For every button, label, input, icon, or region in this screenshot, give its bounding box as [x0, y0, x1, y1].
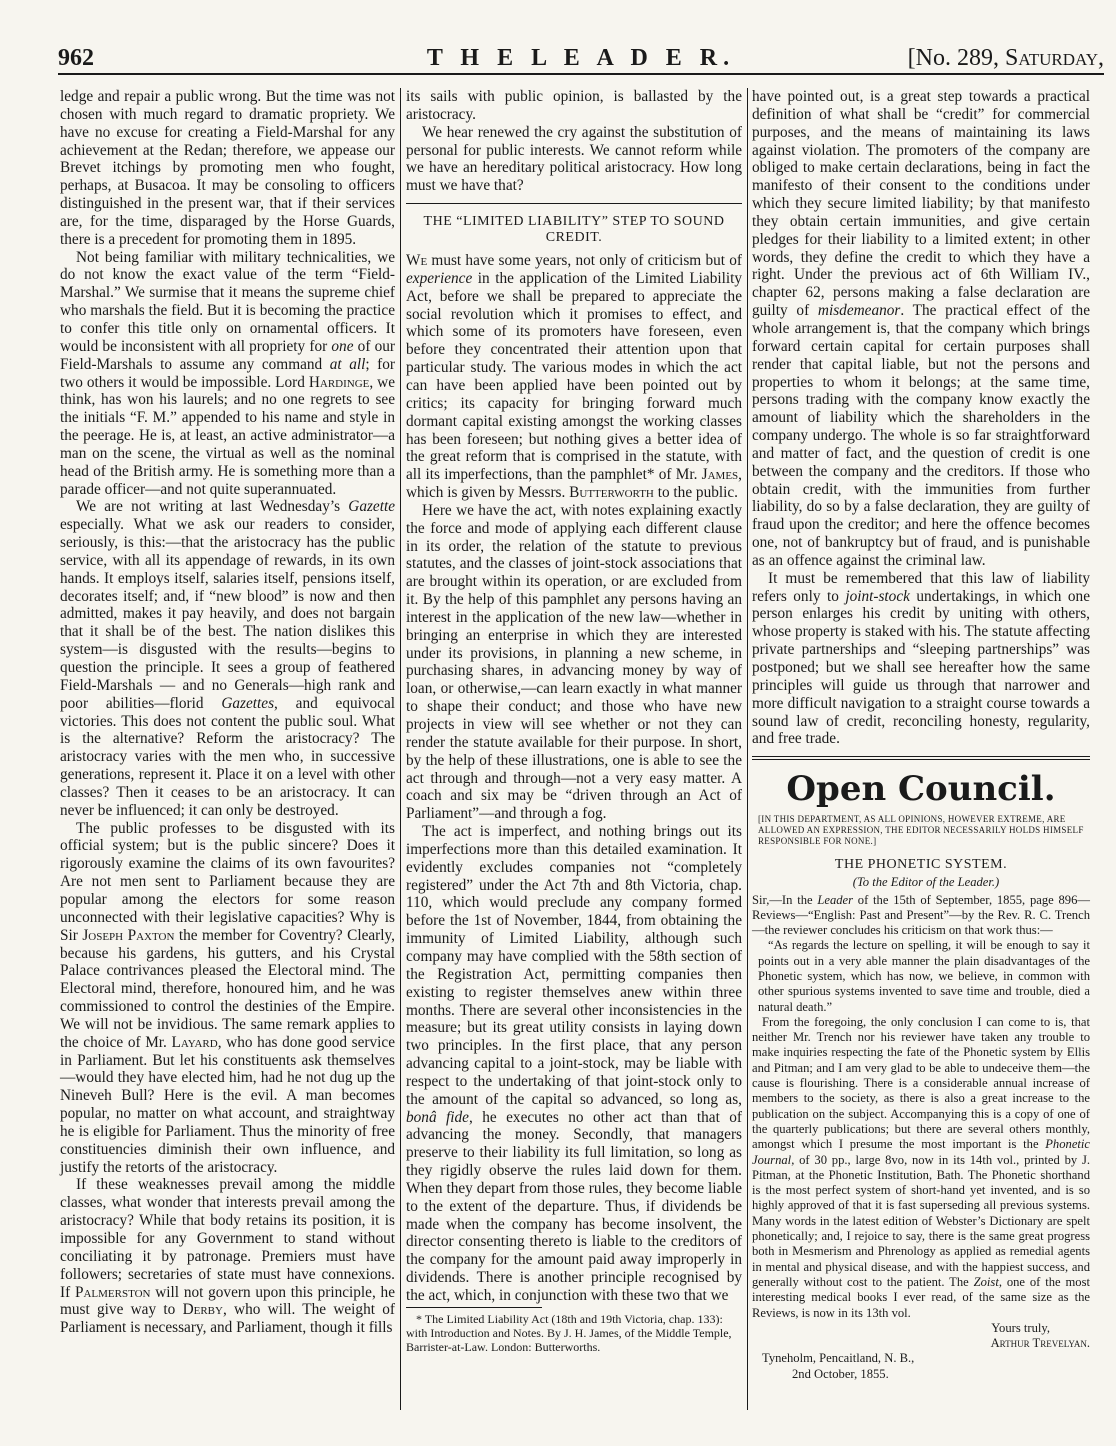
person-name: Derby	[182, 1301, 223, 1319]
paragraph	[752, 893, 1090, 939]
article-heading: THE “LIMITED LIABILITY” STEP TO SOUND CREDIT.	[423, 214, 725, 246]
column-rule	[400, 88, 401, 1410]
issue-info	[908, 45, 1104, 72]
person-name: Joseph Paxton	[82, 926, 175, 944]
address: Tyneholm, Pencaitland, N. B.,	[762, 1351, 915, 1366]
divider	[752, 759, 1090, 760]
text: , which is given by Messrs.	[406, 466, 742, 502]
paragraph	[406, 252, 742, 502]
emphasis: at all	[329, 355, 366, 373]
emphasis: Gazette	[348, 498, 395, 516]
divider	[752, 756, 1090, 757]
text: If these weaknesses prevail among the middle classes, what wonder that interests prevail among the aristocracy? While that body retains its position, it is impossible for any Government to stand without conciliating it by patronage. Premiers must have followers; secretaries of state must have connexions. If	[60, 1176, 395, 1301]
text: will not govern upon this principle, he must give way to	[60, 1283, 395, 1319]
newspaper-title: T H E L E A D E R.	[426, 45, 736, 71]
text: The act is imperfect, and nothing brings out its imperfections more than this detailed examination. It evidently excludes companies not “completely registered” under the Act 7th and 8th Victoria, chap. 110, which would preclude any company formed before the 1st of November, 1844, from obtaining the immunity of Limited Liability, although such company may have complied with the 58th section of the Registration Act, permitting companies then existing to register themselves anew within three months. There are several other inconsistencies in the measure; but its great utility consists in laying down two principles. In the first place, that any person advancing capital to a joint-stock, may be liable with respect to the undertaking of that joint-stock only to the amount of the capital so advanced, so long as,	[406, 823, 742, 1108]
text: , and equivocal victories. This does not content the public soul. What is the alternative? Reform the aristocracy? The aristocracy varies with the men who, in successive generations, represent it. Place it on a level with other classes? Then it ceases to be an aristocracy. It can never be influenced; it can only be destroyed.	[60, 694, 395, 819]
emphasis: one	[331, 337, 354, 355]
text: , one of the most interesting medical books I ever read, of the same size as the Reviews, is now in its 13th vol.	[752, 1274, 1090, 1320]
publisher-name: Butterworth	[569, 484, 654, 502]
paragraph	[60, 1176, 395, 1337]
column-2	[406, 88, 742, 1354]
divider	[406, 203, 742, 204]
letter-subtitle: (To the Editor of the Leader.)	[852, 875, 1000, 890]
emphasis: Leader	[817, 892, 854, 907]
text: . The practical effect of the whole arrangement is, that the company which brings forward certain capital for certain purposes shall render that capital liable, but not the persons and properties to whom it belongs; at the same time, persons trading with the company know exactly the amount of liability which the shareholders in the company undergo. The whole is so far straightforward and matter of fact, and the question of credit is one between the company and the creditors. If those who obtain credit, with the immunities from further liability, do so by a false declaration, they are guilty of fraud upon the creditor; and here the offence becomes one, not of bankruptcy but of fraud, and is punishable as an offence against the criminal law.	[752, 302, 1090, 569]
text: in the application of the Limited Liability Act, before we shall be prepared to appreciate the social revolution which it promises to effect, and which some of its promoters have foreseen, even before they concentrated their attention upon that particular study. The various modes in which the act can have been applied have been pointed out by critics; its capacity for bringing forward much dormant capital existing amongst the working classes has been foreseen; but nothing gives a better idea of the great reform that is comprised in the statute, with all its imperfections, than the pamphlet* of Mr.	[406, 269, 742, 484]
section-title: Open Council.	[786, 769, 1056, 810]
letter-title: THE PHONETIC SYSTEM.	[834, 857, 1008, 873]
emphasis: joint-stock	[845, 587, 910, 605]
paragraph	[752, 570, 1090, 748]
person-name: James	[701, 466, 739, 484]
text: have pointed out, is a great step towards a practical definition of what shall be “credit” for commercial purposes, and the means of maintaining its laws against violation. The promoters of the company are obliged to make certain declarations, being in fact the manifesto of their consent to the conditions under which they secure limited liability; by that manifesto they obtain certain immunities, and give certain pledges for their liability to a limited extent; in other words, they define the credit to which they have a right. Under the previous act of 6th William IV., chapter 62, persons making a false declaration are guilty of	[752, 88, 1090, 320]
person-name: Layard	[171, 1033, 218, 1051]
paragraph: its sails with public opinion, is ballasted by the aristocracy.	[406, 88, 742, 123]
emphasis: Zoist	[973, 1274, 999, 1289]
column-1	[60, 88, 395, 1337]
text: ; for two others it would be impossible. Lord	[60, 355, 396, 391]
footnote-rule	[406, 1307, 542, 1308]
paragraph: We hear renewed the cry against the substitution of personal for public interests. We cannot reform while we have an hereditary political aristocracy. How long must we have that?	[406, 123, 742, 195]
issue-number: [No. 289,	[907, 45, 999, 71]
text: It must be remembered that this law of liability refers only to	[752, 569, 1090, 605]
text: undertakings, in which one person enlarges his credit by uniting with others, whose property is staked with his. The statute affecting private partnerships and “sleeping partnerships” was postponed; but we shall see hereafter how the same principles will guide us through that narrower and more difficult navigation to a straight course towards a sound law of credit, reconciling honesty, regularity, and free trade.	[752, 587, 1090, 748]
page-number: 962	[58, 45, 94, 71]
text: of the 15th of September, 1855, page 896—Reviews—“English: Past and Present”—by the Rev. R. C. Trench—the reviewer concludes his criticism on that work thus:—	[752, 892, 1090, 938]
emphasis: bonâ fide	[406, 1108, 469, 1126]
emphasis: Phonetic Journal	[752, 1137, 1090, 1167]
quotation: “As regards the lecture on spelling, it will be enough to say it points out in a very able manner the plain disadvantages of the Phonetic system, which has now, we believe, in common with other spurious systems invented to save time and trouble, died a natural death.”	[758, 938, 1090, 1014]
footnote: * The Limited Liability Act (18th and 19th Victoria, chap. 133): with Introduction and Notes. By J. H. James, of the Middle Temple, Barrister-at-Law. London: Butterworths.	[406, 1311, 732, 1354]
text: The public professes to be disgusted with its official system; but is the public sincere? Does it rigorously examine the claims of its own favourites? Are not men sent to Parliament because they are popular among the electors for some reason unconnected with their legislative capacities? Why is Sir	[60, 819, 395, 944]
text: must have some years, not only of criticism but of	[427, 252, 742, 270]
text: Sir,—In the	[752, 892, 818, 907]
date: 2nd October, 1855.	[792, 1366, 889, 1381]
signoff: Yours truly,	[991, 1320, 1050, 1335]
paragraph: ledge and repair a public wrong. But the time was not chosen with much regard to dramatic propriety. We have no excuse for creating a Field-Marshal for any achievement at the Redan; therefore, we appease our Brevet itchings by promoting men who fought, perhaps, at Busacoa. It may be consoling to officers distinguished in the present war, that if their services are, for the time, disparaged by the Horse Guards, there is a precedent for promoting them in 1895.	[60, 88, 395, 248]
text: the member for Coventry? Clearly, because his gardens, his gutters, and his Crystal Palace contrivances pleased the Electoral mind. The Electoral mind, therefore, honoured him, and he was commissioned to control the destinies of the Empire. We will not be invidious. The same remark applies to the choice of Mr.	[60, 926, 395, 1051]
text: , of 30 pp., large 8vo, now in its 14th vol., printed by J. Pitman, at the Phonetic Institution, Bath. The Phonetic shorthand is the most perfect system of short-hand yet invented, and is so highly approved of that it is fast superseding all previous systems. Many words in the latest edition of Webster’s Dictionary are spelt phonetically; and, I rejoice to say, there is the same great progress both in Mesmerism and Phrenology as applied as remedial agents in mental and physical disease, and with the happiest success, and generally without cost to the patient. The	[752, 1152, 1090, 1289]
masthead	[58, 45, 1104, 75]
paragraph	[752, 1015, 1090, 1321]
emphasis: Gazettes	[221, 694, 275, 712]
emphasis: experience	[406, 269, 473, 287]
paragraph: Here we have the act, with notes explaining exactly the force and mode of applying each different clause in its order, the relation of the statute to previous statutes, and the classes of joint-stock associations that are brought within its operation, or are excluded from it. By the help of this pamphlet any persons having an interest in the application of the new law—whether in bringing an enterprise in which they are interested under its provisions, in planning a new scheme, in purchasing shares, in advancing money by way of loan, or otherwise,—can learn exactly in what manner to shape their conduct; and those who have new projects in view will see whether or not they can render the statute available for their purpose. In short, by the help of these illustrations, one is able to see the act through and through—not a very easy matter. A coach and six may be “driven through an Act of Parliament”—and through a fog.	[406, 501, 742, 823]
text: , who will. The weight of Parliament is necessary, and Parliament, though it fills	[60, 1301, 395, 1337]
person-name: Palmerston	[74, 1283, 151, 1301]
lead-word: We	[406, 252, 428, 270]
text: Not being familiar with military technicalities, we do not know the exact value of the term “Field-Marshal.” We surmise that it means the supreme chief who marshals the field. But it is becoming the practice to confer this title only on ornamental officers. It would be inconsistent with all propriety for	[60, 248, 395, 355]
text: , we think, has won his laurels; and no one regrets to see the initials “F. M.” appended to his name and style in the peerage. He is, at least, an active administrator—a man on the scene, the virtual as well as the nominal head of the British army. He is something more than a parade officer—and not quite superannuated.	[60, 373, 395, 498]
column-rule	[747, 88, 748, 1410]
text: From the foregoing, the only conclusion I can come to is, that neither Mr. Trench nor his reviewer have taken any trouble to make inquiries respecting the fate of the Phonetic system by Ellis and Pitman; and I am very glad to be able to undeceive them—the cause is flourishing. There is a considerable annual increase of members to the society, as there is also a great increase to the publication on the subject. Accompanying this is a copy of one of the quarterly publications; but there are several others monthly, amongst which I presume the most important is the	[752, 1014, 1090, 1152]
signature: Arthur Trevelyan.	[990, 1336, 1090, 1351]
person-name: Hardinge	[308, 373, 370, 391]
text: We are not writing at last Wednesday’s	[76, 498, 349, 516]
paragraph	[60, 249, 395, 499]
paragraph	[60, 498, 395, 819]
column-3	[752, 88, 1090, 1382]
text: of our Field-Marshals to assume any command	[60, 337, 395, 373]
letter	[752, 857, 1090, 1382]
text: , he executes no other act than that of advancing the money. Secondly, that managers preserve to their liability its full limitation, so long as they rigidly observe the rules laid down for them. When they depart from those rules, they become liable to the extent of the departure. Thus, if dividends be made when the company has become insolvent, the director consenting thereto is liable to the creditors of the company for the amount paid away improperly in dividends. There is another principle recognised by the act, which, in conjunction with these two that we	[406, 1108, 743, 1304]
text: to the public.	[653, 484, 738, 502]
text: especially. What we ask our readers to consider, seriously, is this:—that the aristocracy has the public service, with all its appendage of rewards, in its own hands. It employs itself, salaries itself, pensions itself, decorates itself; and, if “new blood” is now and then admitted, makes it pay heavily, and does not bargain that it shall be of the best. The nation dislikes this system—is disgusted with the results—begins to question the principle. It sees a group of feathered Field-Marshals — and no Generals—high rank and poor abilities—florid	[60, 516, 395, 712]
issue-day: Saturday,	[1004, 45, 1104, 71]
disclaimer: [IN THIS DEPARTMENT, AS ALL OPINIONS, HOWEVER EXTREME, ARE ALLOWED AN EXPRESSION, THE EDITOR NECESSARILY HOLDS HIMSELF RESPONSIBLE FOR NONE.]	[758, 814, 1084, 847]
paragraph	[60, 820, 395, 1177]
paragraph	[752, 88, 1090, 570]
text: , who has done good service in Parliament. But let his constituents ask themselves—would they have elected him, had he not dug up the Nineveh Bull? Here is the evil. A man becomes popular, no matter on what account, and straightway he is eligible for Parliament. Thus the minority of free constituencies diminish their own influence, and justify the retorts of the aristocracy.	[60, 1033, 395, 1176]
emphasis: misdemeanor	[817, 302, 901, 320]
paragraph	[406, 823, 742, 1305]
